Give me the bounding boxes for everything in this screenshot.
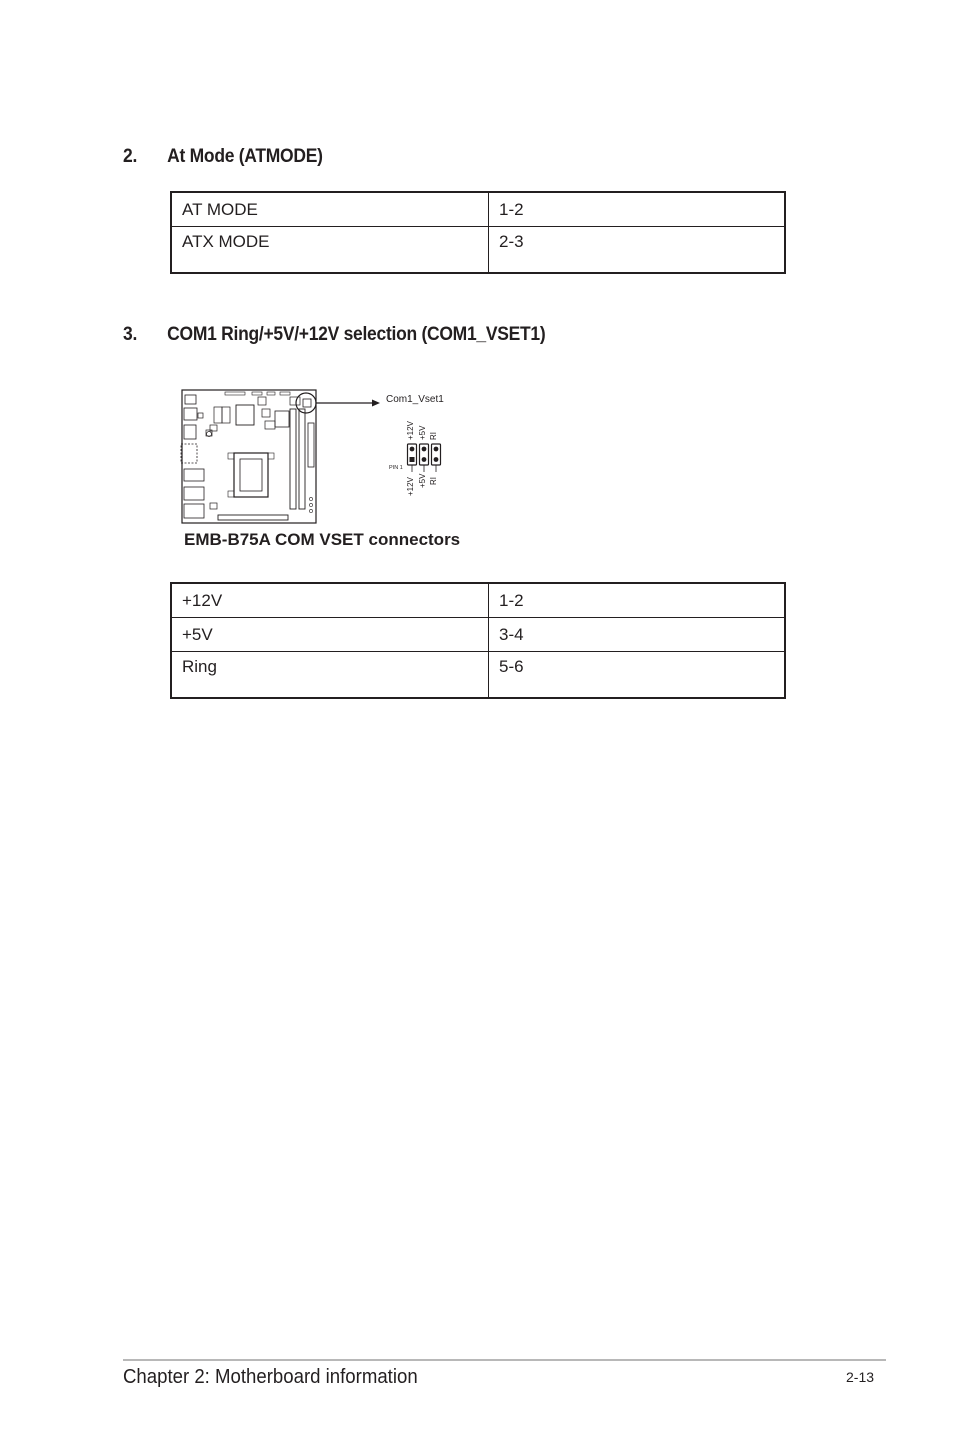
table-row [171, 583, 785, 618]
component [228, 453, 234, 459]
component [262, 409, 270, 417]
section-number: 3. [123, 324, 138, 345]
component [198, 413, 203, 418]
setting-cell: +5V [171, 618, 489, 652]
io-port [184, 469, 204, 481]
section-title: COM1 Ring/+5V/+12V selection (COM1_VSET1) [167, 324, 546, 345]
header-strip [225, 392, 245, 395]
component [275, 411, 289, 427]
section-number: 2. [123, 146, 138, 167]
setting-cell: ATX MODE [171, 227, 489, 274]
pins-cell: 5-6 [489, 652, 786, 699]
pins-cell: 2-3 [489, 227, 786, 274]
diagram-caption: EMB-B75A COM VSET connectors [184, 530, 461, 549]
pin-1 [410, 457, 415, 462]
footer-page-number: 2-13 [846, 1369, 875, 1385]
header-strip [267, 392, 275, 395]
io-port [184, 408, 197, 420]
pin-label: +5V [418, 473, 427, 488]
com1-vset-table [170, 582, 786, 699]
pins-cell: 1-2 [489, 192, 786, 227]
connector-label: Com1_Vset1 [386, 394, 444, 405]
table-row [171, 618, 785, 652]
pin-label: +12V [406, 477, 415, 496]
component [265, 421, 275, 429]
component [309, 497, 312, 500]
atmode-table [170, 191, 786, 274]
component [258, 397, 266, 405]
pin [422, 447, 427, 452]
setting-cell: AT MODE [171, 192, 489, 227]
com1-vset-jumper [303, 399, 311, 407]
pin-label: +12V [406, 421, 415, 440]
pin1-label: PIN 1 [389, 465, 403, 471]
atx-connector [308, 423, 314, 467]
pin [434, 457, 439, 462]
chipset [236, 405, 254, 425]
table-row [171, 227, 785, 274]
motherboard-diagram [170, 385, 470, 530]
pins-cell: 1-2 [489, 583, 786, 618]
component [309, 503, 312, 506]
io-port [185, 395, 196, 404]
header-strip [280, 392, 290, 395]
io-port [184, 504, 204, 518]
dimm-slot [290, 409, 296, 509]
component [309, 509, 312, 512]
io-port [181, 444, 197, 463]
cpu-socket [234, 453, 268, 497]
pin [434, 447, 439, 452]
pin-header [408, 444, 441, 472]
component [222, 407, 230, 423]
setting-cell: Ring [171, 652, 489, 699]
cpu-socket-inner [240, 459, 262, 491]
footer-divider [123, 1359, 886, 1361]
component [214, 407, 222, 423]
component [290, 397, 300, 405]
setting-cell: +12V [171, 583, 489, 618]
io-port [184, 487, 204, 500]
dimm-slot [299, 409, 305, 509]
pin [410, 447, 415, 452]
pins-cell: 3-4 [489, 618, 786, 652]
pcie-slot [218, 515, 288, 520]
arrow-head [372, 400, 380, 407]
pin-label: RI [429, 477, 438, 485]
header-strip [252, 392, 262, 395]
section-heading-com1-vset [123, 324, 638, 348]
pin-label: +5V [418, 425, 427, 440]
section-heading-atmode [123, 146, 491, 170]
pin [422, 457, 427, 462]
component [268, 453, 274, 459]
io-port [184, 425, 196, 439]
component [228, 491, 234, 497]
highlight-circle [296, 393, 316, 413]
footer-chapter-title: Chapter 2: Motherboard information [123, 1366, 418, 1388]
component [210, 503, 217, 509]
pin-label: RI [429, 432, 438, 440]
table-row [171, 652, 785, 699]
section-title: At Mode (ATMODE) [167, 146, 323, 167]
table-row [171, 192, 785, 227]
